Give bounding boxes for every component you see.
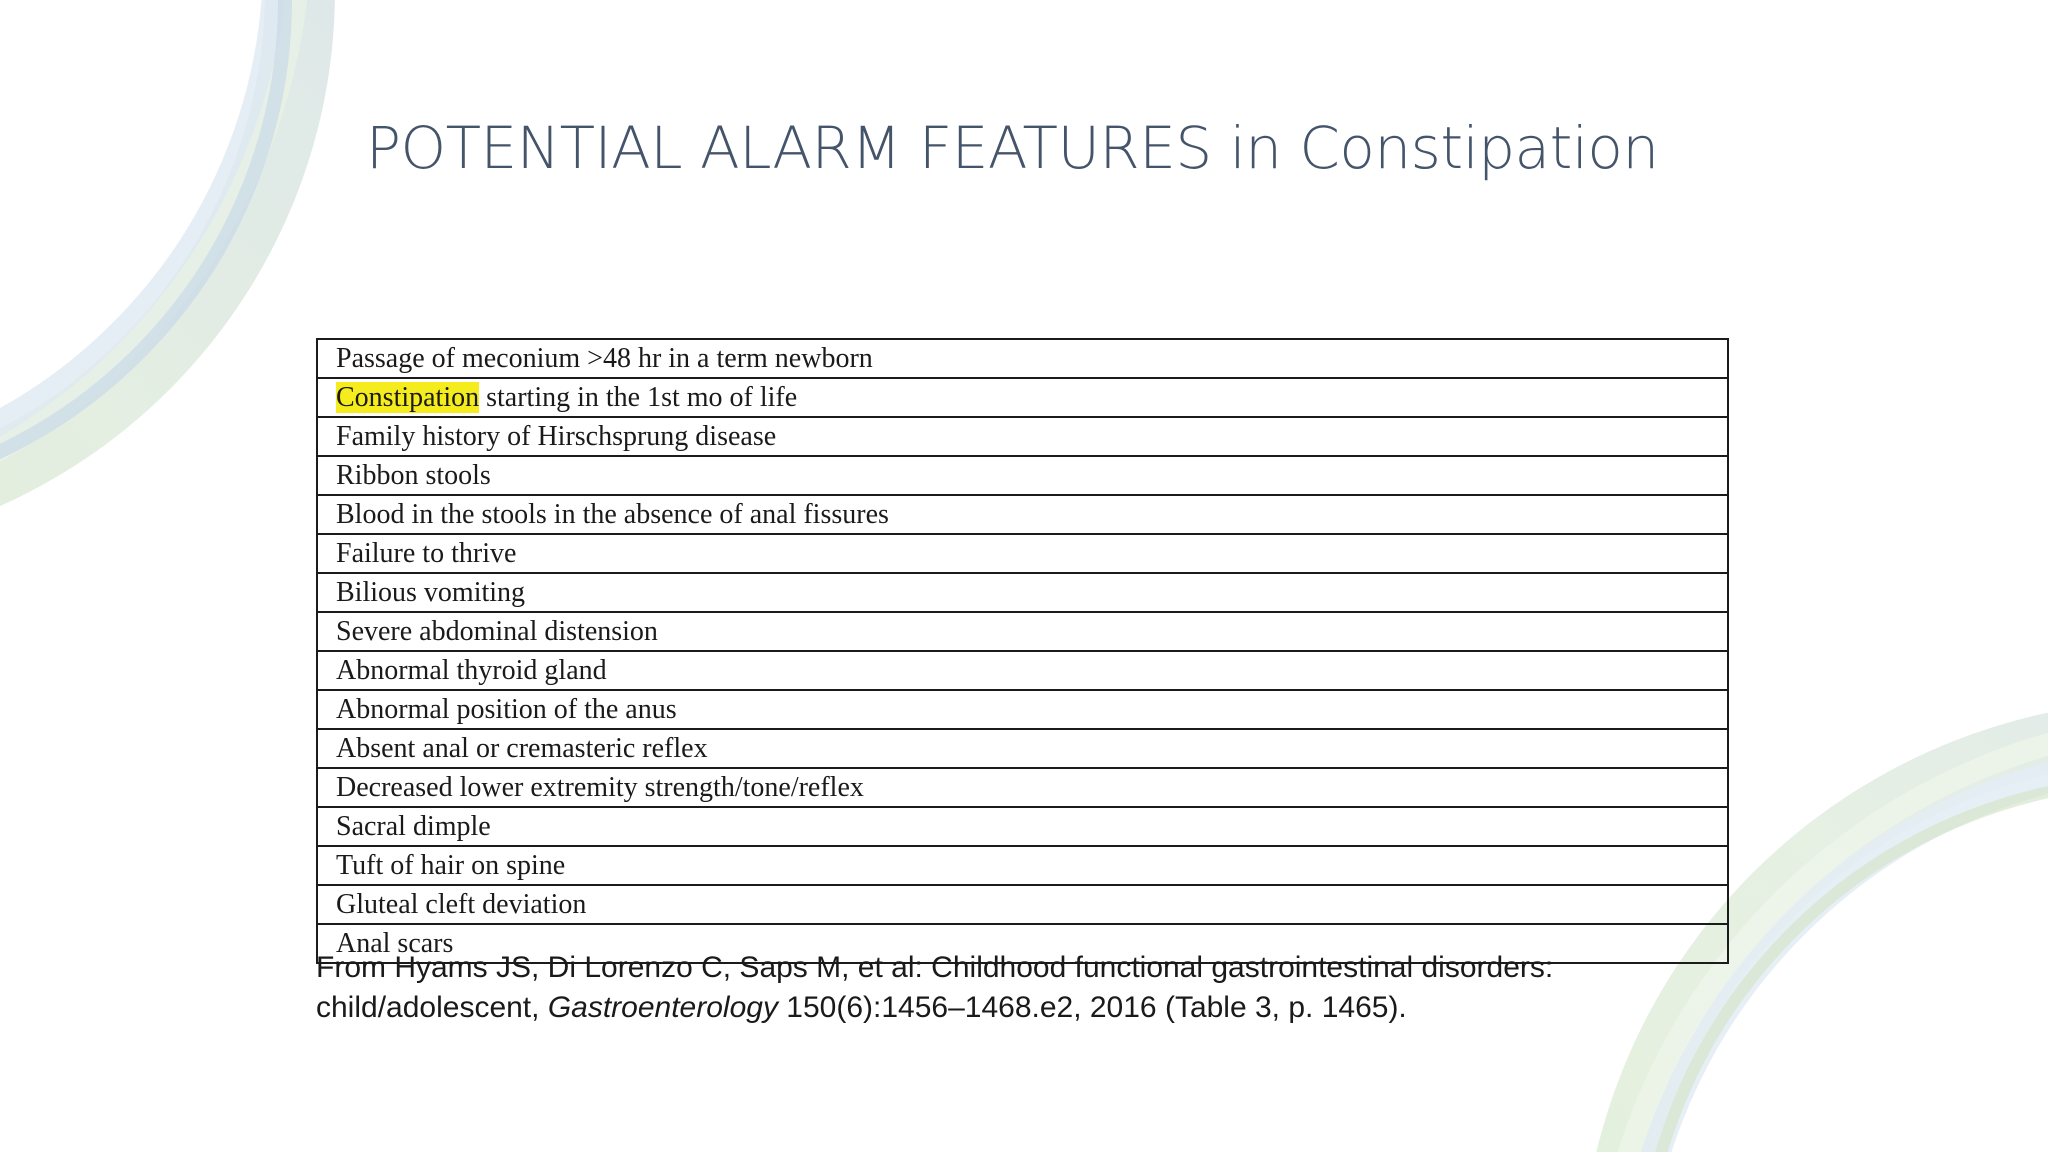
table-row: [317, 339, 1728, 378]
table-row: [317, 690, 1728, 729]
cell-text: Failure to thrive: [336, 537, 517, 569]
cell-text: Abnormal position of the anus: [336, 693, 677, 725]
table-row: [317, 768, 1728, 807]
citation-suffix: 150(6):1456–1468.e2, 2016 (Table 3, p. 1465).: [777, 991, 1407, 1024]
table-cell: [317, 807, 1728, 846]
cell-text: Absent anal or cremasteric reflex: [336, 732, 708, 764]
cell-text: Decreased lower extremity strength/tone/reflex: [336, 771, 864, 803]
cell-text: Anal scars: [336, 927, 454, 959]
alarm-features-table: [316, 338, 1729, 964]
cell-text: starting in the 1st mo of life: [479, 381, 798, 413]
table-cell: [317, 885, 1728, 924]
cell-text: Severe abdominal distension: [336, 615, 658, 647]
table-cell: [317, 729, 1728, 768]
cell-text: Abnormal thyroid gland: [336, 654, 607, 686]
cell-text: Ribbon stools: [336, 459, 491, 491]
table-cell: [317, 417, 1728, 456]
cell-text: Bilious vomiting: [336, 576, 526, 608]
table-row: [317, 417, 1728, 456]
table-cell: [317, 495, 1728, 534]
cell-text: Passage of meconium >48 hr in a term newborn: [336, 342, 873, 374]
table-row: [317, 534, 1728, 573]
table-cell: [317, 768, 1728, 807]
table-row: [317, 612, 1728, 651]
cell-text: Blood in the stools in the absence of anal fissures: [336, 498, 889, 530]
cell-text: Family history of Hirschsprung disease: [336, 420, 777, 452]
table-cell: [317, 612, 1728, 651]
citation-journal: Gastroenterology: [547, 991, 778, 1024]
table-cell: [317, 651, 1728, 690]
cell-text: Gluteal cleft deviation: [336, 888, 587, 920]
table-row: [317, 573, 1728, 612]
table-row: [317, 846, 1728, 885]
table-cell: [317, 534, 1728, 573]
highlighted-term: Constipation: [336, 381, 480, 413]
table-cell: [317, 339, 1728, 378]
table-row: [317, 729, 1728, 768]
table-cell: [317, 456, 1728, 495]
table-row: [317, 885, 1728, 924]
top-left-arcs: [0, 0, 300, 530]
cell-text: Tuft of hair on spine: [336, 849, 566, 881]
table-cell: [317, 378, 1728, 417]
table-row: [317, 456, 1728, 495]
table-cell: [317, 573, 1728, 612]
table-row: [317, 651, 1728, 690]
table-row: [317, 378, 1728, 417]
citation-prefix: From Hyams JS, Di Lorenzo C, Saps M, et al: Childhood functional gastrointestinal disorders: child/adolescent,: [316, 951, 1554, 1024]
table-row: [317, 495, 1728, 534]
table-cell: [317, 690, 1728, 729]
slide-title: POTENTIAL ALARM FEATURES in Constipation: [366, 114, 1659, 182]
alarm-features-table-wrapper: [316, 338, 1729, 964]
cell-text: Sacral dimple: [336, 810, 491, 842]
table-cell: [317, 846, 1728, 885]
citation: [316, 948, 1736, 1028]
table-row: [317, 807, 1728, 846]
table-body: [317, 339, 1728, 963]
